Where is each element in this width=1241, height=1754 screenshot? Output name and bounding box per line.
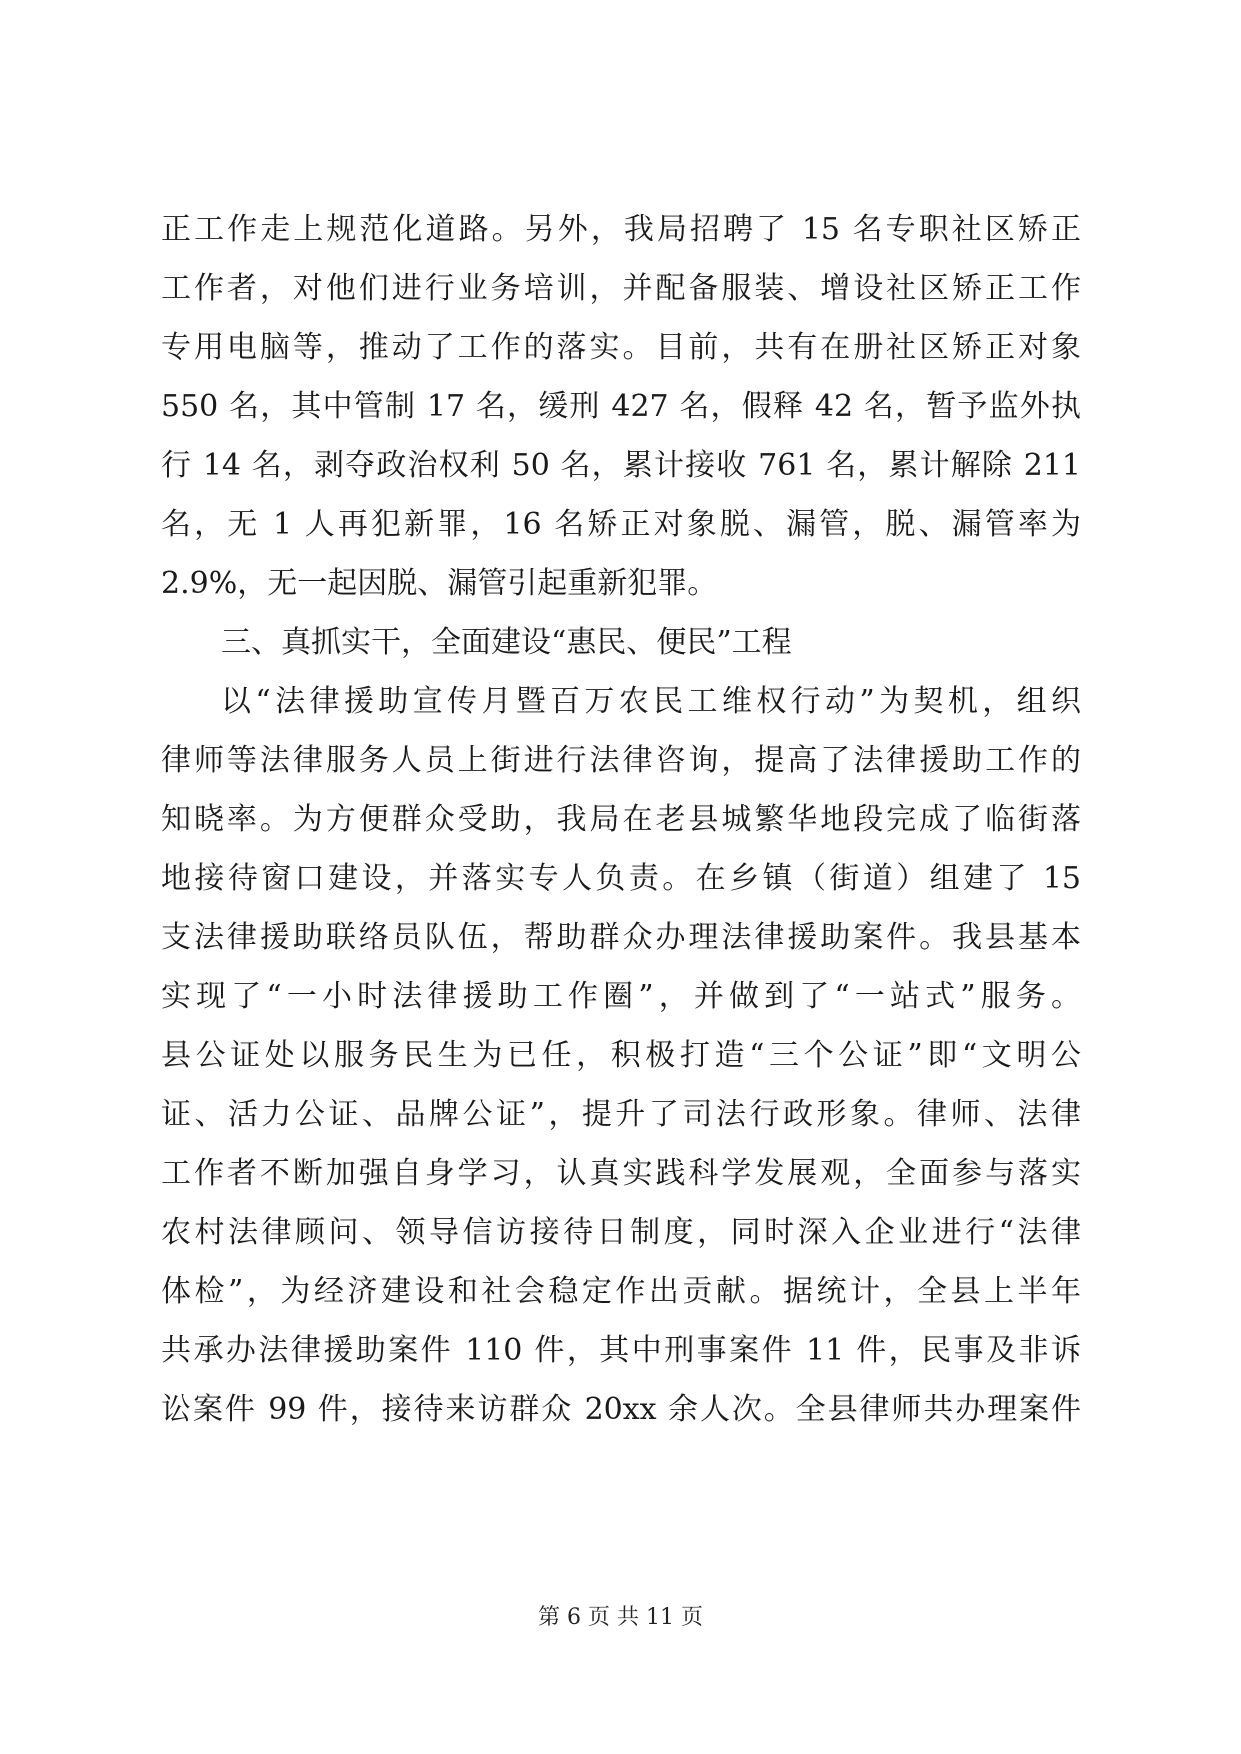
text-line: 律师等法律服务人员上街进行法律咨询，提高了法律援助工作的: [161, 743, 1081, 778]
document-body: [161, 200, 1081, 1439]
text-line: 工作者不断加强自身学习，认真实践科学发展观，全面参与落实: [161, 1156, 1081, 1191]
paragraph-community-correction: [161, 200, 1081, 613]
paragraph-legal-aid: [161, 672, 1081, 1439]
text-line: 工作者，对他们进行业务培训，并配备服装、增设社区矫正工作: [161, 271, 1081, 306]
text-line: 地接待窗口建设，并落实专人负责。在乡镇（街道）组建了 15: [161, 861, 1081, 896]
text-line: 正工作走上规范化道路。另外，我局招聘了 15 名专职社区矫正: [161, 212, 1081, 247]
section-heading: 三、真抓实干，全面建设“惠民、便民”工程: [221, 625, 792, 660]
page-number-footer: 第 6 页 共 11 页: [538, 1605, 703, 1630]
text-line: 行 14 名，剥夺政治权利 50 名，累计接收 761 名，累计解除 211: [161, 448, 1081, 483]
text-line: 证、活力公证、品牌公证”，提升了司法行政形象。律师、法律: [161, 1097, 1081, 1132]
text-line: 实现了“一小时法律援助工作圈”，并做到了“一站式”服务。: [161, 979, 1081, 1014]
text-line: 名，无 1 人再犯新罪，16 名矫正对象脱、漏管，脱、漏管率为: [161, 507, 1081, 542]
text-line: 县公证处以服务民生为已任，积极打造“三个公证”即“文明公: [161, 1038, 1081, 1073]
text-line: 专用电脑等，推动了工作的落实。目前，共有在册社区矫正对象: [161, 330, 1081, 365]
text-line: 以“法律援助宣传月暨百万农民工维权行动”为契机，组织: [221, 684, 1081, 719]
text-line: 讼案件 99 件，接待来访群众 20xx 余人次。全县律师共办理案件: [161, 1392, 1081, 1427]
text-line: 支法律援助联络员队伍，帮助群众办理法律援助案件。我县基本: [161, 920, 1081, 955]
text-line: 知晓率。为方便群众受助，我局在老县城繁华地段完成了临街落: [161, 802, 1081, 837]
text-line: 农村法律顾问、领导信访接待日制度，同时深入企业进行“法律: [161, 1215, 1081, 1250]
text-line: 共承办法律援助案件 110 件，其中刑事案件 11 件，民事及非诉: [161, 1333, 1081, 1368]
text-line: 体检”，为经济建设和社会稳定作出贡献。据统计，全县上半年: [161, 1274, 1081, 1309]
text-line: 2.9%，无一起因脱、漏管引起重新犯罪。: [161, 566, 718, 601]
text-line: 550 名，其中管制 17 名，缓刑 427 名，假释 42 名，暂予监外执: [161, 389, 1081, 424]
